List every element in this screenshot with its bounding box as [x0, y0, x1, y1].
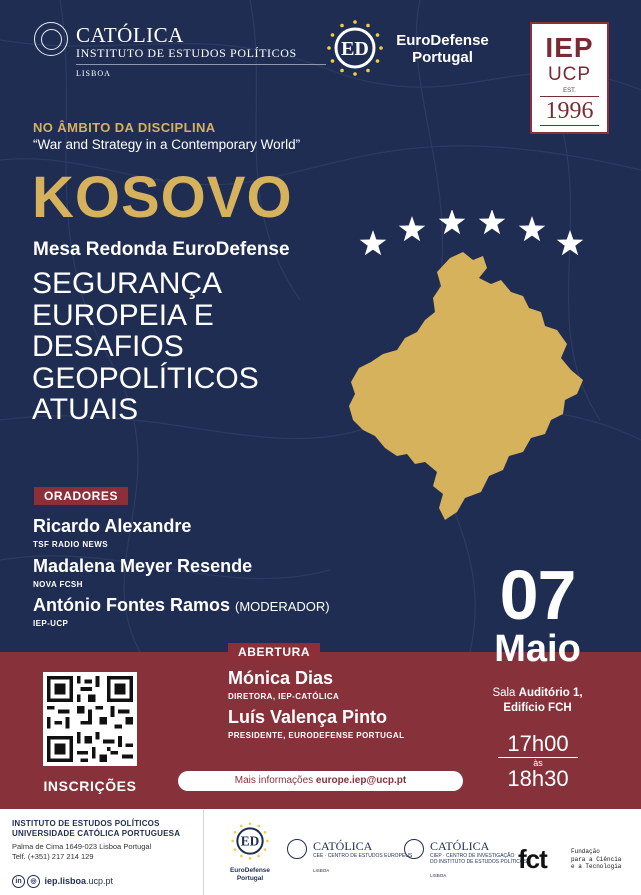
speaker-item [33, 556, 252, 589]
opening-speaker-name: Mónica Dias [228, 668, 334, 688]
event-month: Maio [494, 628, 581, 670]
partner-cee-sub: CEE · CENTRO DE ESTUDOS EUROPEUS [313, 853, 413, 859]
event-title: KOSOVO [32, 165, 293, 230]
more-info-bar [178, 771, 463, 791]
event-time [493, 733, 583, 790]
speaker-item [33, 595, 330, 628]
registration-label[interactable]: INSCRIÇÕES [43, 778, 137, 794]
venue-room: Auditório 1, [518, 687, 583, 699]
eurodefense-logo-icon [325, 18, 385, 78]
est-year: 1996 [540, 96, 599, 126]
time-start: 17h00 [507, 731, 569, 756]
eurodefense-line1: EuroDefense [396, 32, 489, 49]
time-separator: às [533, 758, 543, 768]
divider [203, 809, 204, 895]
speaker-org: NOVA FCSH [33, 580, 83, 589]
more-info-email[interactable]: europe.iep@ucp.pt [315, 775, 407, 786]
ucp-label: UCP [547, 64, 592, 85]
event-headline: SEGURANÇA EUROPEIA E DESAFIOS GEOPOLÍTICOS ATUAIS [32, 267, 259, 426]
footer [0, 809, 641, 895]
eurodefense-monogram: ED [240, 833, 260, 849]
course-kicker: NO ÂMBITO DA DISCIPLINA [33, 120, 216, 135]
iep-label: IEP [545, 32, 594, 63]
partner-cee-name: CATÓLICA [313, 839, 373, 853]
social-handle-bold[interactable]: iep.lisboa [44, 875, 87, 886]
catolica-name: CATÓLICA [76, 23, 184, 47]
footer-contact [12, 842, 151, 861]
footer-social [12, 875, 113, 888]
catolica-subtitle: INSTITUTO DE ESTUDOS POLÍTICOS [76, 46, 297, 60]
footer-institute-line1: INSTITUTO DE ESTUDOS POLÍTICOS [12, 819, 160, 828]
speaker-name: Ricardo Alexandre [33, 516, 192, 536]
event-day: 07 [499, 556, 576, 634]
eurodefense-line2: Portugal [412, 49, 473, 66]
speakers-label: ORADORES [34, 487, 128, 505]
instagram-icon[interactable]: ◎ [27, 875, 40, 888]
footer-institute-line2: UNIVERSIDADE CATÓLICA PORTUGUESA [12, 828, 181, 838]
catolica-seal-icon [34, 22, 68, 56]
fct-name: Fundação para a Ciência e a Tecnologia [571, 848, 622, 870]
partner-eurodefense-name: EuroDefense Portugal [229, 867, 271, 882]
opening-label: ABERTURA [228, 643, 320, 661]
partner-ciep-city: LISBOA [430, 873, 447, 878]
course-name: “War and Strategy in a Contemporary World” [33, 137, 301, 152]
venue-prefix: Sala [492, 687, 516, 699]
kosovo-map-icon [345, 250, 595, 525]
fct-wordmark: fct [518, 844, 547, 874]
footer-institute [12, 819, 180, 838]
speaker-note: (MODERADOR) [235, 599, 330, 614]
partner-cee-city: LISBOA [313, 868, 330, 873]
est-label: EST. [563, 88, 576, 94]
speaker-org: TSF RADIO NEWS [33, 540, 108, 549]
catolica-seal-icon [404, 839, 424, 859]
opening-speaker [228, 707, 404, 740]
catolica-city: LISBOA [76, 69, 111, 78]
catolica-seal-icon [287, 839, 307, 859]
event-subtitle: Mesa Redonda EuroDefense [33, 239, 290, 260]
eurodefense-name [390, 32, 495, 66]
more-info-prefix: Mais informações [234, 775, 314, 786]
eurodefense-logo-icon [230, 821, 270, 861]
registration-qr-code[interactable] [43, 672, 137, 766]
linkedin-icon[interactable]: in [12, 875, 25, 888]
social-handle-rest: .ucp.pt [86, 875, 114, 886]
opening-speaker-role: DIRETORA, IEP-CATÓLICA [228, 692, 340, 701]
event-date [485, 556, 590, 670]
opening-speaker-name: Luís Valença Pinto [228, 707, 388, 727]
partner-ciep-sub: CIEP · CENTRO DE INVESTIGAÇÃO DO INSTITUTO DE ESTUDOS POLÍTICOS [430, 853, 528, 865]
venue-building: Edifício FCH [503, 702, 572, 714]
partner-eurodefense-logo [222, 821, 278, 882]
speaker-org: IEP-UCP [33, 619, 69, 628]
speaker-item [33, 516, 191, 549]
speaker-name: Madalena Meyer Resende [33, 556, 253, 576]
divider [76, 64, 326, 65]
opening-speaker [228, 668, 339, 701]
opening-speaker-role: PRESIDENTE, EURODEFENSE PORTUGAL [228, 731, 405, 740]
event-venue [480, 686, 595, 716]
iep-ucp-badge [530, 22, 609, 134]
time-end: 18h30 [507, 766, 569, 791]
footer-address: Palma de Cima 1649-023 Lisboa Portugal [12, 842, 152, 851]
footer-phone: Telf. (+351) 217 214 129 [12, 851, 94, 861]
speaker-name: António Fontes Ramos (MODERADOR) [33, 595, 330, 615]
eurodefense-monogram: ED [341, 38, 369, 60]
partner-ciep-name: CATÓLICA [430, 839, 490, 853]
